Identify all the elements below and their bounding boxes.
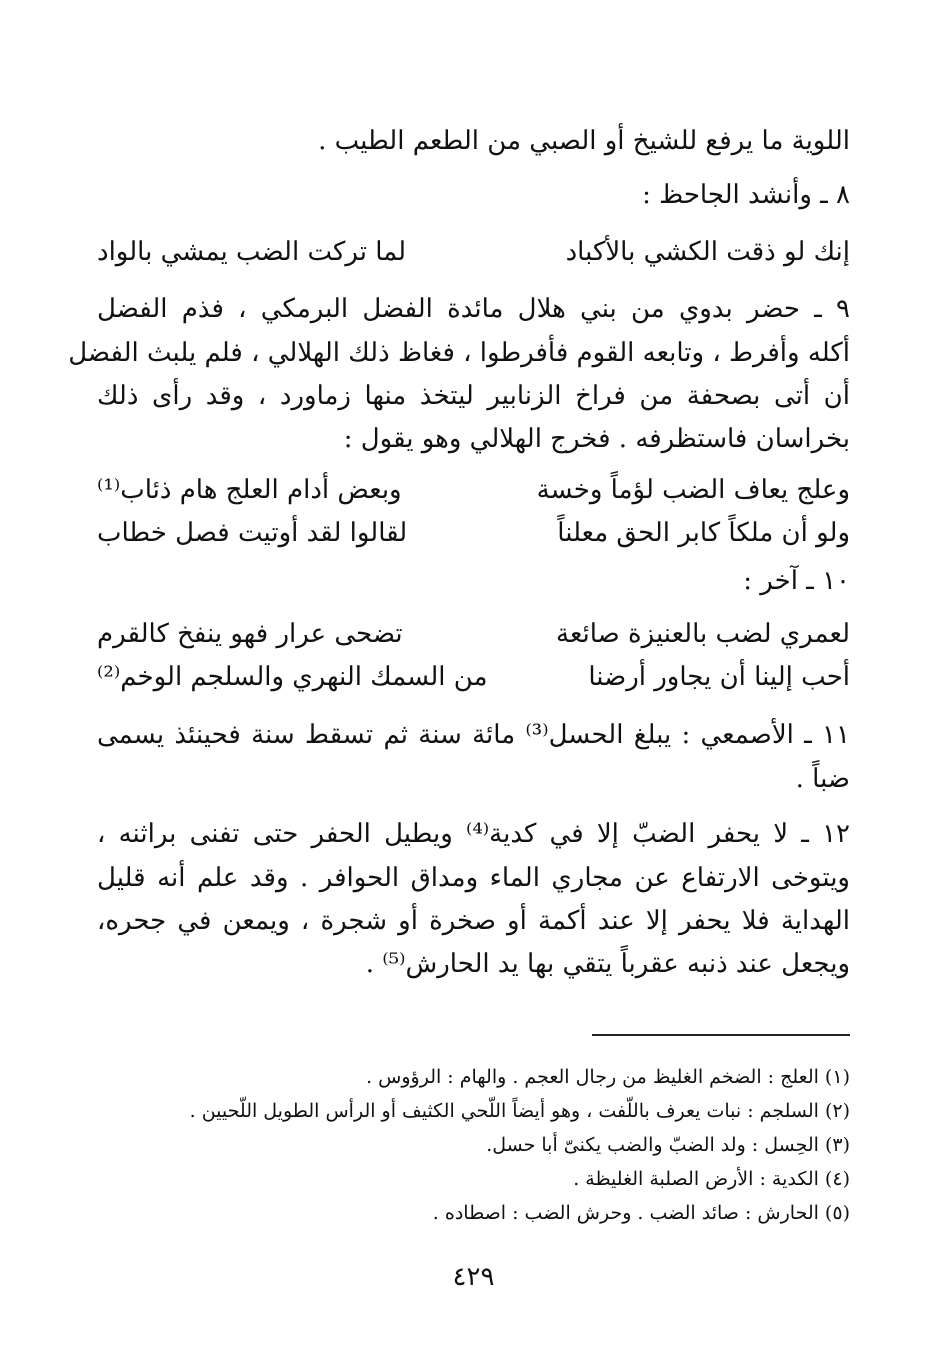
verse-hemistich-left: لما تركت الضب يمشي بالواد bbox=[97, 237, 407, 267]
text-line: ويتوخى الارتفاع عن مجاري الماء ومداق الحوافر . وقد علم أنه قليل bbox=[97, 863, 850, 893]
text-line: اللوية ما يرفع للشيخ أو الصبي من الطعم الطيب . bbox=[318, 126, 850, 156]
footnote: (٣) الحِسل : ولد الضبّ والضب يكنىّ أبا حسل. bbox=[486, 1134, 850, 1156]
text-line: أكله وأفرط ، وتابعه القوم فأفرطوا ، فغاظ ذلك الهلالي ، فلم يلبث الفضل bbox=[68, 338, 850, 368]
verse-hemistich-right: ولو أن ملكاً كابر الحق معلناً bbox=[557, 518, 850, 548]
footnote-separator bbox=[592, 1034, 850, 1036]
verse-hemistich-right: وعلج يعاف الضب لؤماً وخسة bbox=[536, 475, 850, 505]
footnote: (١) العلج : الضخم الغليظ من رجال العجم . والهام : الرؤوس . bbox=[366, 1066, 850, 1088]
section-heading: ١٠ ـ آخر : bbox=[743, 566, 850, 596]
text-line: ويجعل عند ذنبه عقرباً يتقي بها يد الحارش⁽⁵⁾ . bbox=[365, 949, 850, 979]
text-line: ١٢ ـ لا يحفر الضبّ إلا في كدية⁽⁴⁾ ويطيل الحفر حتى تفنى براثنه ، bbox=[97, 819, 850, 849]
verse-hemistich-left: وبعض أدام العلج هام ذئاب⁽¹⁾ bbox=[97, 475, 402, 505]
footnote: (٢) السلجم : نبات يعرف باللّفت ، وهو أيضاً اللّحي الكثيف أو الرأس الطويل اللّحيين . bbox=[189, 1100, 850, 1122]
text-line: ٩ ـ حضر بدوي من بني هلال مائدة الفضل البرمكي ، فذم الفضل bbox=[97, 294, 850, 324]
verse-hemistich-left: تضحى عرار فهو ينفخ كالقرم bbox=[97, 619, 403, 649]
footnote: (٤) الكدية : الأرض الصلبة الغليظة . bbox=[573, 1168, 850, 1190]
section-heading: ٨ ـ وأنشد الجاحظ : bbox=[642, 180, 850, 210]
verse-hemistich-left: لقالوا لقد أوتيت فصل خطاب bbox=[97, 518, 408, 548]
text-line: بخراسان فاستظرفه . فخرج الهلالي وهو يقول : bbox=[343, 424, 850, 454]
footnote: (٥) الحارش : صائد الضب . وحرش الضب : اصطاده . bbox=[432, 1202, 850, 1224]
verse-hemistich-left: من السمك النهري والسلجم الوخم⁽²⁾ bbox=[97, 662, 488, 692]
text-line: ١١ ـ الأصمعي : يبلغ الحسل⁽³⁾ مائة سنة ثم تسقط سنة فحينئذ يسمى bbox=[97, 720, 850, 750]
text-line: أن أتى بصحفة من فراخ الزنابير ليتخذ منها زماورد ، وقد رأى ذلك bbox=[97, 381, 850, 411]
verse-hemistich-right: إنك لو ذقت الكشي بالأكباد bbox=[565, 237, 850, 267]
verse-hemistich-right: لعمري لضب بالعنيزة صائعة bbox=[556, 619, 850, 649]
page-number: ٤٢٩ bbox=[452, 1262, 495, 1292]
text-line: الهداية فلا يحفر إلا عند أكمة أو صخرة أو شجرة ، ويمعن في جحره، bbox=[97, 906, 850, 936]
text-line: ضباً . bbox=[795, 764, 850, 794]
verse-hemistich-right: أحب إلينا أن يجاور أرضنا bbox=[588, 662, 850, 692]
